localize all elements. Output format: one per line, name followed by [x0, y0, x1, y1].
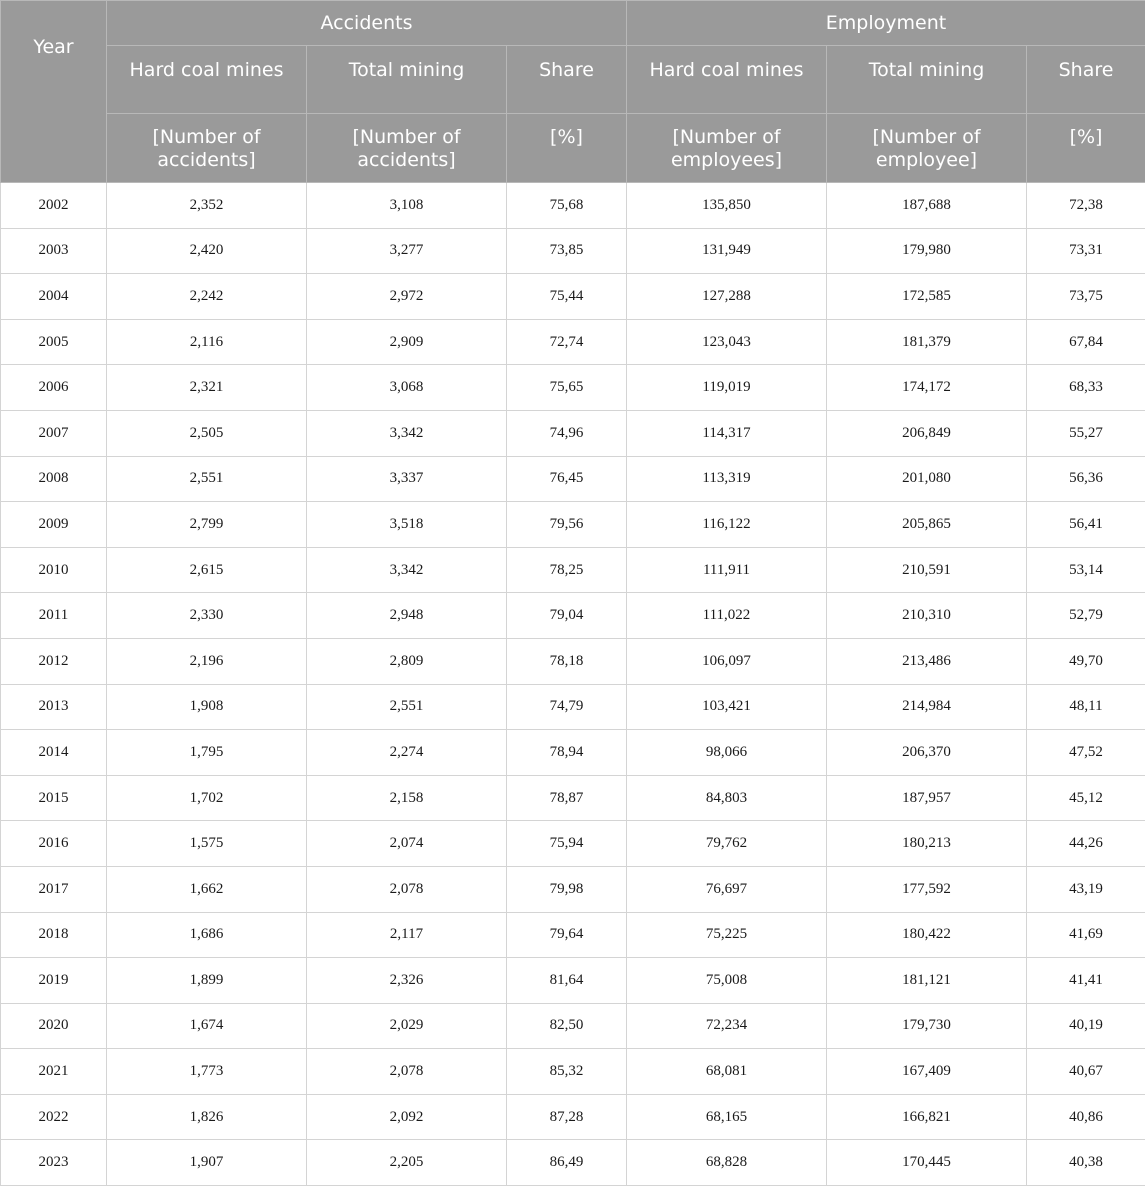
accidents-hard-coal-cell: 1,899	[107, 958, 307, 1004]
accidents-share-cell: 75,65	[507, 365, 627, 411]
year-cell: 2016	[1, 821, 107, 867]
accidents-share-cell: 72,74	[507, 319, 627, 365]
employment-share-cell: 43,19	[1027, 866, 1145, 912]
employment-total-mining-cell: 214,984	[827, 684, 1027, 730]
employment-hard-coal-cell: 75,225	[627, 912, 827, 958]
employment-hard-coal-cell: 127,288	[627, 274, 827, 320]
accidents-total-mining-cell: 2,078	[307, 1049, 507, 1095]
accidents-total-mining-cell: 3,518	[307, 502, 507, 548]
accidents-total-mining-cell: 3,342	[307, 410, 507, 456]
employment-share-cell: 53,14	[1027, 547, 1145, 593]
accidents-total-mining-cell: 2,551	[307, 684, 507, 730]
header-year: Year	[1, 1, 107, 183]
employment-share-cell: 44,26	[1027, 821, 1145, 867]
employment-share-cell: 72,38	[1027, 183, 1145, 229]
employment-hard-coal-cell: 84,803	[627, 775, 827, 821]
year-cell: 2018	[1, 912, 107, 958]
accidents-hard-coal-cell: 2,196	[107, 638, 307, 684]
accidents-hard-coal-cell: 1,773	[107, 1049, 307, 1095]
table-row	[1, 410, 1145, 456]
accidents-hard-coal-cell: 1,826	[107, 1094, 307, 1140]
employment-share-cell: 41,41	[1027, 958, 1145, 1004]
employment-share-cell: 68,33	[1027, 365, 1145, 411]
employment-hard-coal-cell: 114,317	[627, 410, 827, 456]
year-cell: 2011	[1, 593, 107, 639]
accidents-total-mining-cell: 2,948	[307, 593, 507, 639]
year-cell: 2014	[1, 730, 107, 776]
accidents-share-cell: 74,96	[507, 410, 627, 456]
table-row	[1, 502, 1145, 548]
accidents-total-mining-cell: 2,205	[307, 1140, 507, 1186]
accidents-share-cell: 87,28	[507, 1094, 627, 1140]
year-cell: 2020	[1, 1003, 107, 1049]
table-header	[1, 1, 1145, 183]
year-cell: 2012	[1, 638, 107, 684]
employment-total-mining-cell: 181,121	[827, 958, 1027, 1004]
employment-total-mining-cell: 179,730	[827, 1003, 1027, 1049]
accidents-share-cell: 79,98	[507, 866, 627, 912]
accidents-total-mining-cell: 2,074	[307, 821, 507, 867]
employment-hard-coal-cell: 135,850	[627, 183, 827, 229]
employment-hard-coal-cell: 68,081	[627, 1049, 827, 1095]
header-accidents-total-mining: Total mining	[307, 46, 507, 114]
accidents-total-mining-cell: 2,326	[307, 958, 507, 1004]
year-cell: 2022	[1, 1094, 107, 1140]
accidents-total-mining-cell: 3,337	[307, 456, 507, 502]
unit-employment-hard-coal: [Number of employees]	[627, 114, 827, 183]
employment-share-cell: 40,86	[1027, 1094, 1145, 1140]
year-cell: 2008	[1, 456, 107, 502]
accidents-hard-coal-cell: 2,799	[107, 502, 307, 548]
year-cell: 2013	[1, 684, 107, 730]
accidents-total-mining-cell: 2,909	[307, 319, 507, 365]
accidents-share-cell: 75,94	[507, 821, 627, 867]
header-employment-total-mining: Total mining	[827, 46, 1027, 114]
accidents-hard-coal-cell: 1,702	[107, 775, 307, 821]
accidents-hard-coal-cell: 2,321	[107, 365, 307, 411]
table-row	[1, 730, 1145, 776]
accidents-total-mining-cell: 2,972	[307, 274, 507, 320]
accidents-hard-coal-cell: 2,242	[107, 274, 307, 320]
employment-hard-coal-cell: 106,097	[627, 638, 827, 684]
employment-hard-coal-cell: 79,762	[627, 821, 827, 867]
table-row	[1, 456, 1145, 502]
accidents-hard-coal-cell: 2,615	[107, 547, 307, 593]
employment-share-cell: 40,38	[1027, 1140, 1145, 1186]
employment-hard-coal-cell: 72,234	[627, 1003, 827, 1049]
unit-accidents-total-mining: [Number of accidents]	[307, 114, 507, 183]
employment-share-cell: 55,27	[1027, 410, 1145, 456]
employment-hard-coal-cell: 119,019	[627, 365, 827, 411]
employment-total-mining-cell: 205,865	[827, 502, 1027, 548]
employment-total-mining-cell: 180,213	[827, 821, 1027, 867]
employment-hard-coal-cell: 98,066	[627, 730, 827, 776]
accidents-share-cell: 75,44	[507, 274, 627, 320]
employment-total-mining-cell: 206,370	[827, 730, 1027, 776]
employment-share-cell: 56,36	[1027, 456, 1145, 502]
employment-hard-coal-cell: 68,165	[627, 1094, 827, 1140]
accidents-total-mining-cell: 2,078	[307, 866, 507, 912]
employment-total-mining-cell: 213,486	[827, 638, 1027, 684]
accidents-total-mining-cell: 2,029	[307, 1003, 507, 1049]
accidents-share-cell: 78,25	[507, 547, 627, 593]
table-row	[1, 684, 1145, 730]
accidents-hard-coal-cell: 2,420	[107, 228, 307, 274]
employment-total-mining-cell: 187,957	[827, 775, 1027, 821]
employment-hard-coal-cell: 116,122	[627, 502, 827, 548]
accidents-share-cell: 86,49	[507, 1140, 627, 1186]
accidents-hard-coal-cell: 1,686	[107, 912, 307, 958]
employment-hard-coal-cell: 75,008	[627, 958, 827, 1004]
accidents-hard-coal-cell: 1,908	[107, 684, 307, 730]
accidents-hard-coal-cell: 1,662	[107, 866, 307, 912]
accidents-share-cell: 74,79	[507, 684, 627, 730]
employment-total-mining-cell: 201,080	[827, 456, 1027, 502]
header-group-accidents: Accidents	[107, 1, 627, 46]
accidents-share-cell: 81,64	[507, 958, 627, 1004]
employment-share-cell: 47,52	[1027, 730, 1145, 776]
employment-share-cell: 41,69	[1027, 912, 1145, 958]
employment-total-mining-cell: 180,422	[827, 912, 1027, 958]
accidents-hard-coal-cell: 1,674	[107, 1003, 307, 1049]
employment-hard-coal-cell: 68,828	[627, 1140, 827, 1186]
year-cell: 2019	[1, 958, 107, 1004]
header-group-row	[1, 1, 1145, 46]
year-cell: 2015	[1, 775, 107, 821]
employment-share-cell: 73,75	[1027, 274, 1145, 320]
employment-hard-coal-cell: 103,421	[627, 684, 827, 730]
employment-share-cell: 49,70	[1027, 638, 1145, 684]
table-row	[1, 958, 1145, 1004]
accidents-share-cell: 79,04	[507, 593, 627, 639]
year-cell: 2021	[1, 1049, 107, 1095]
accidents-total-mining-cell: 2,274	[307, 730, 507, 776]
accidents-total-mining-cell: 2,117	[307, 912, 507, 958]
employment-total-mining-cell: 174,172	[827, 365, 1027, 411]
year-cell: 2003	[1, 228, 107, 274]
table-row	[1, 547, 1145, 593]
table-row	[1, 183, 1145, 229]
employment-total-mining-cell: 210,591	[827, 547, 1027, 593]
accidents-hard-coal-cell: 2,352	[107, 183, 307, 229]
unit-employment-share: [%]	[1027, 114, 1145, 183]
employment-share-cell: 52,79	[1027, 593, 1145, 639]
accidents-share-cell: 75,68	[507, 183, 627, 229]
table-row	[1, 1094, 1145, 1140]
table-row	[1, 1003, 1145, 1049]
year-cell: 2004	[1, 274, 107, 320]
year-cell: 2017	[1, 866, 107, 912]
employment-total-mining-cell: 206,849	[827, 410, 1027, 456]
accidents-hard-coal-cell: 1,795	[107, 730, 307, 776]
unit-employment-total-mining: [Number of employee]	[827, 114, 1027, 183]
employment-share-cell: 45,12	[1027, 775, 1145, 821]
year-cell: 2007	[1, 410, 107, 456]
table-row	[1, 593, 1145, 639]
table-row	[1, 228, 1145, 274]
header-employment-hard-coal: Hard coal mines	[627, 46, 827, 114]
accidents-share-cell: 78,94	[507, 730, 627, 776]
employment-total-mining-cell: 166,821	[827, 1094, 1027, 1140]
employment-total-mining-cell: 177,592	[827, 866, 1027, 912]
header-employment-share: Share	[1027, 46, 1145, 114]
accidents-hard-coal-cell: 1,907	[107, 1140, 307, 1186]
accidents-total-mining-cell: 3,342	[307, 547, 507, 593]
table-row	[1, 912, 1145, 958]
table-row	[1, 638, 1145, 684]
accidents-share-cell: 82,50	[507, 1003, 627, 1049]
employment-total-mining-cell: 172,585	[827, 274, 1027, 320]
unit-accidents-share: [%]	[507, 114, 627, 183]
accidents-share-cell: 79,64	[507, 912, 627, 958]
accidents-total-mining-cell: 3,277	[307, 228, 507, 274]
accidents-total-mining-cell: 3,068	[307, 365, 507, 411]
employment-total-mining-cell: 170,445	[827, 1140, 1027, 1186]
accidents-hard-coal-cell: 2,116	[107, 319, 307, 365]
employment-total-mining-cell: 167,409	[827, 1049, 1027, 1095]
accidents-hard-coal-cell: 2,505	[107, 410, 307, 456]
accidents-share-cell: 79,56	[507, 502, 627, 548]
employment-total-mining-cell: 179,980	[827, 228, 1027, 274]
accidents-total-mining-cell: 2,809	[307, 638, 507, 684]
accidents-hard-coal-cell: 2,551	[107, 456, 307, 502]
table-row	[1, 274, 1145, 320]
table-row	[1, 1140, 1145, 1186]
employment-hard-coal-cell: 131,949	[627, 228, 827, 274]
header-subcolumn-row	[1, 46, 1145, 114]
employment-total-mining-cell: 181,379	[827, 319, 1027, 365]
employment-share-cell: 48,11	[1027, 684, 1145, 730]
year-cell: 2010	[1, 547, 107, 593]
year-cell: 2002	[1, 183, 107, 229]
year-cell: 2006	[1, 365, 107, 411]
employment-hard-coal-cell: 111,911	[627, 547, 827, 593]
accidents-share-cell: 85,32	[507, 1049, 627, 1095]
employment-hard-coal-cell: 113,319	[627, 456, 827, 502]
accidents-share-cell: 73,85	[507, 228, 627, 274]
employment-share-cell: 40,67	[1027, 1049, 1145, 1095]
accidents-share-cell: 78,87	[507, 775, 627, 821]
year-cell: 2023	[1, 1140, 107, 1186]
header-accidents-hard-coal: Hard coal mines	[107, 46, 307, 114]
table-row	[1, 775, 1145, 821]
accidents-total-mining-cell: 3,108	[307, 183, 507, 229]
accidents-share-cell: 78,18	[507, 638, 627, 684]
employment-share-cell: 67,84	[1027, 319, 1145, 365]
year-cell: 2009	[1, 502, 107, 548]
accidents-share-cell: 76,45	[507, 456, 627, 502]
header-accidents-share: Share	[507, 46, 627, 114]
employment-share-cell: 56,41	[1027, 502, 1145, 548]
employment-hard-coal-cell: 76,697	[627, 866, 827, 912]
unit-accidents-hard-coal: [Number of accidents]	[107, 114, 307, 183]
table-row	[1, 866, 1145, 912]
header-group-employment: Employment	[627, 1, 1145, 46]
accidents-total-mining-cell: 2,158	[307, 775, 507, 821]
table-row	[1, 1049, 1145, 1095]
table-row	[1, 319, 1145, 365]
employment-hard-coal-cell: 123,043	[627, 319, 827, 365]
employment-share-cell: 40,19	[1027, 1003, 1145, 1049]
year-cell: 2005	[1, 319, 107, 365]
accidents-total-mining-cell: 2,092	[307, 1094, 507, 1140]
employment-total-mining-cell: 210,310	[827, 593, 1027, 639]
accidents-hard-coal-cell: 1,575	[107, 821, 307, 867]
table-row	[1, 821, 1145, 867]
table-body	[1, 183, 1145, 1186]
employment-total-mining-cell: 187,688	[827, 183, 1027, 229]
employment-hard-coal-cell: 111,022	[627, 593, 827, 639]
table-row	[1, 365, 1145, 411]
header-unit-row	[1, 114, 1145, 183]
accidents-hard-coal-cell: 2,330	[107, 593, 307, 639]
employment-share-cell: 73,31	[1027, 228, 1145, 274]
